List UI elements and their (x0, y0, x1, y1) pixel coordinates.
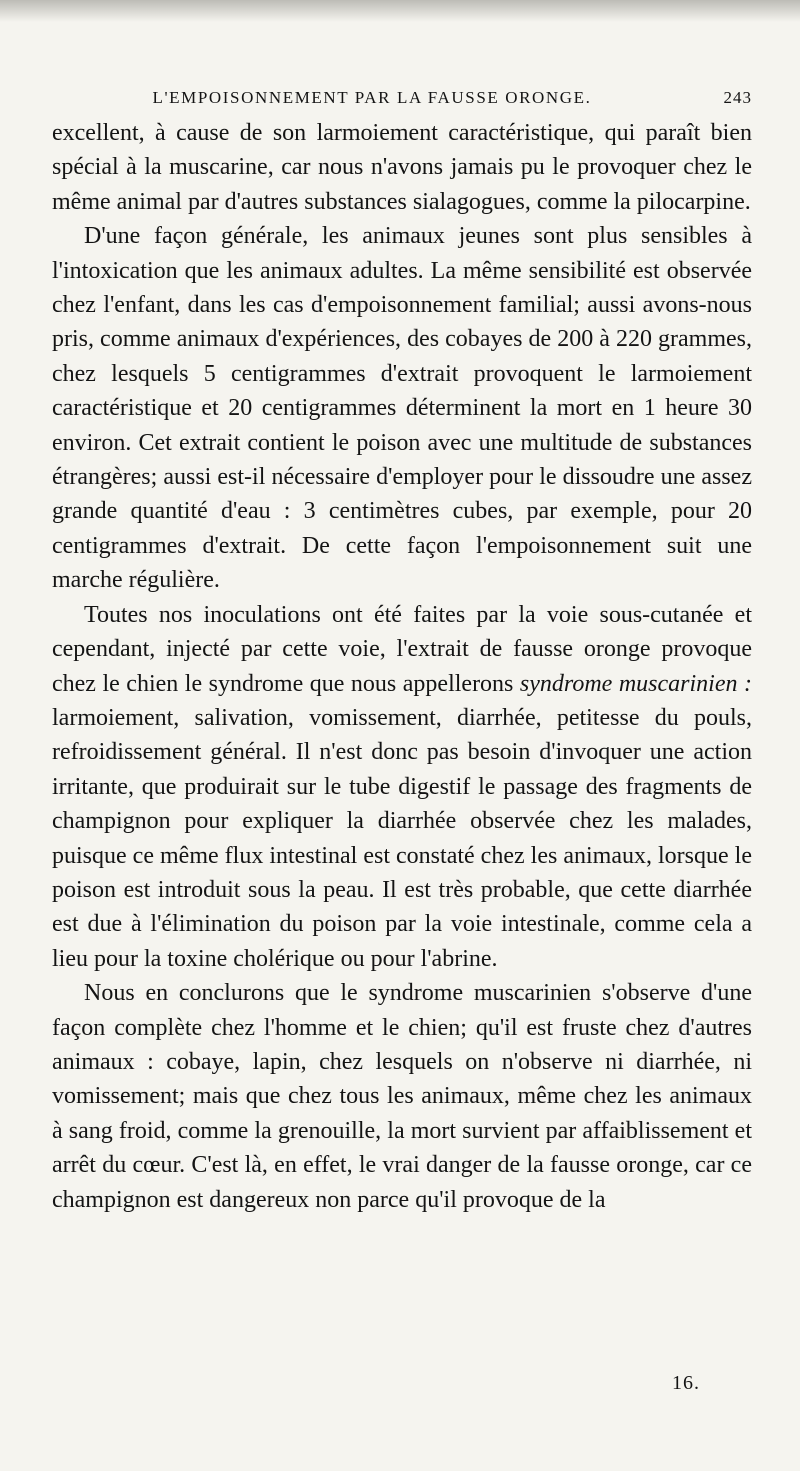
syndrome-term-italic: syndrome muscarinien : (519, 670, 752, 697)
paragraph-3 (52, 598, 752, 976)
body-text (52, 116, 752, 1217)
paragraph-2: D'une façon générale, les animaux jeunes sont plus sensibles à l'intoxication que les animaux adultes. La même sensibilité est observée chez l'enfant, dans les cas d'empoisonnement familial; aussi avons-nous pris, comme animaux d'expériences, des cobayes de 200 à 220 grammes, chez lesquels 5 centigrammes d'extrait provoquent le larmoiement caractéristique et 20 centigrammes déterminent la mort en 1 heure 30 environ. Cet extrait contient le poison avec une multitude de substances étrangères; aussi est-il nécessaire d'employer pour le dissoudre une assez grande quantité d'eau : 3 centimètres cubes, par exemple, pour 20 centigrammes d'extrait. De cette façon l'empoisonnement suit une marche régulière. (52, 223, 752, 594)
paragraph-3-text-after: larmoiement, salivation, vomissement, diarrhée, petitesse du pouls, refroidissement général. Il n'est donc pas besoin d'invoquer une action irritante, que produirait sur le tube digestif le passage des fragments de champignon pour expliquer la diarrhée observée chez les malades, puisque ce même flux intestinal est constaté chez les animaux, lorsque le poison est introduit sous la peau. Il est très probable, que cette diarrhée est due à l'élimination du poison par la voie intestinale, comme cela a lieu pour la toxine cholérique ou pour l'abrine. (52, 704, 752, 972)
paragraph-1: excellent, à cause de son larmoiement caractéristique, qui paraît bien spécial à la muscarine, car nous n'avons jamais pu le provoquer chez le même animal par d'autres substances sialagogues, comme la pilocarpine. (52, 120, 752, 215)
book-page (52, 82, 752, 1217)
running-title: L'EMPOISONNEMENT PAR LA FAUSSE ORONGE. (152, 88, 592, 107)
paragraph-3-text-before: Toutes nos inoculations ont été faites par la voie sous-cutanée et cependant, injecté par cette voie, l'extrait de fausse oronge provoque chez le chien le syndrome que nous appellerons (52, 601, 752, 697)
running-head (52, 82, 752, 116)
paragraph-4: Nous en conclurons que le syndrome muscarinien s'observe d'une façon complète chez l'homme et le chien; qu'il est fruste chez d'autres animaux : cobaye, lapin, chez lesquels on n'observe ni diarrhée, ni vomissement; mais que chez tous les animaux, même chez les animaux à sang froid, comme la grenouille, la mort survient par affaiblissement et arrêt du cœur. C'est là, en effet, le vrai danger de la fausse oronge, car ce champignon est dangereux non parce qu'il provoque de la (52, 980, 752, 1213)
signature-mark: 16. (672, 1372, 700, 1394)
page-number: 243 (723, 88, 752, 107)
page-top-edge (0, 0, 800, 22)
